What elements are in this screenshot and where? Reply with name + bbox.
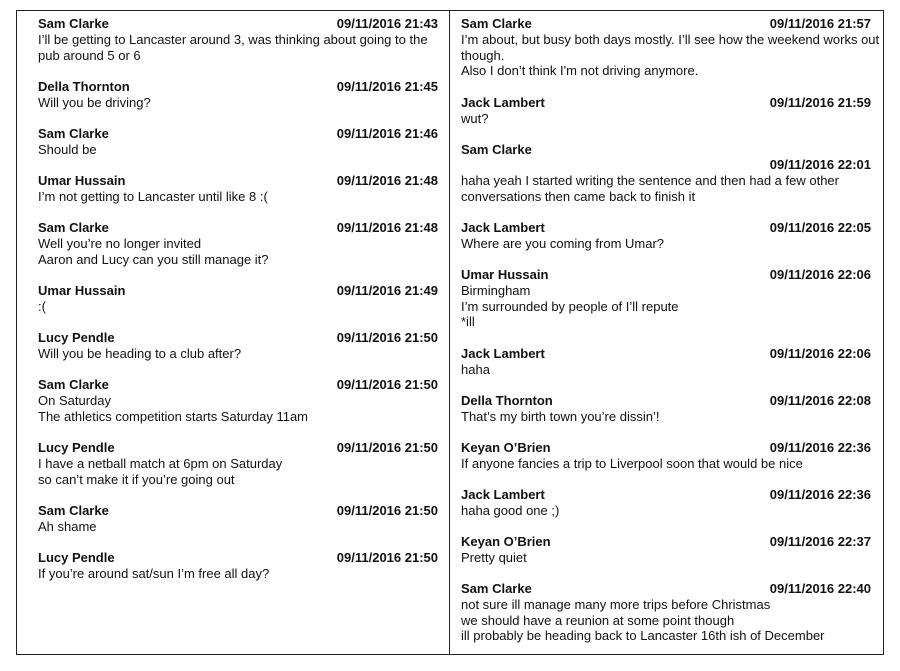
message-text: haha [461,362,490,377]
sender-name: Sam Clarke [461,16,532,31]
message [461,487,871,519]
timestamp: 09/11/2016 22:36 [769,487,871,502]
timestamp: 09/11/2016 22:36 [769,440,871,455]
timestamp: 09/11/2016 22:01 [769,157,871,172]
message [38,440,438,487]
sender-name: Jack Lambert [461,487,545,502]
message-text: ill probably be heading back to Lancaster 16th ish of December [461,628,825,644]
message-text: Also I don’t think I'm not driving anymore. [461,63,699,79]
sender-name: Umar Hussain [38,283,126,298]
message-text: we should have a reunion at some point though [461,612,735,628]
sender-name: Sam Clarke [38,16,109,31]
sender-name: Jack Lambert [461,95,545,110]
message-text: so can’t make it if you’re going out [38,471,235,487]
message [38,550,438,582]
timestamp: 09/11/2016 21:59 [769,95,871,110]
message-text: I’m not getting to Lancaster until like 8 :( [38,189,268,204]
timestamp: 09/11/2016 21:50 [336,377,438,392]
message-text: Should be [38,142,97,157]
timestamp: 09/11/2016 21:45 [336,79,438,94]
message [38,377,438,424]
sender-name: Lucy Pendle [38,330,115,345]
sender-name: Sam Clarke [38,503,109,518]
timestamp: 09/11/2016 21:48 [336,220,438,235]
message [461,346,871,378]
message-text: *ill [461,314,475,330]
timestamp: 09/11/2016 21:48 [336,173,438,188]
timestamp: 09/11/2016 22:40 [769,581,871,596]
timestamp: 09/11/2016 22:06 [769,267,871,282]
message-text: I’m about, but busy both days mostly. I’ll see how the weekend works out though. [461,32,883,63]
message-text: not sure ill manage many more trips before Christmas [461,597,771,612]
message [38,283,438,315]
message [461,393,871,425]
timestamp: 09/11/2016 22:05 [769,220,871,235]
message-text: :( [38,299,46,314]
timestamp: 09/11/2016 21:50 [336,503,438,518]
message-text: Pretty quiet [461,550,527,565]
sender-name: Lucy Pendle [38,550,115,565]
message [38,126,438,158]
timestamp: 09/11/2016 21:57 [769,16,871,31]
sender-name: Sam Clarke [461,581,532,596]
sender-name: Keyan O’Brien [461,440,551,455]
sender-name: Keyan O’Brien [461,534,551,549]
message-text: Will you be heading to a club after? [38,346,242,361]
message [38,330,438,362]
sender-name: Sam Clarke [461,142,532,157]
timestamp: 09/11/2016 21:46 [336,126,438,141]
timestamp: 09/11/2016 21:50 [336,550,438,565]
message [461,534,871,566]
message-text: haha yeah I started writing the sentence and then had a few other conversations then came back to finish it [461,173,843,204]
message-text: Aaron and Lucy can you still manage it? [38,251,269,267]
message [461,16,883,79]
sender-name: Della Thornton [38,79,130,94]
message-text: The athletics competition starts Saturday 11am [38,408,308,424]
message-text: Will you be driving? [38,95,151,110]
message [461,220,871,252]
message-text: If you’re around sat/sun I’m free all day? [38,566,270,581]
message [461,267,871,330]
sender-name: Umar Hussain [38,173,126,188]
message [38,220,438,267]
message-text: haha good one ;) [461,503,560,518]
sender-name: Umar Hussain [461,267,549,282]
sender-name: Sam Clarke [38,220,109,235]
message [38,79,438,111]
sender-name: Jack Lambert [461,220,545,235]
message-text: Well you’re no longer invited [38,236,202,251]
message [461,95,871,127]
message-text: I’m surrounded by people of I’ll repute [461,298,679,314]
sender-name: Lucy Pendle [38,440,115,455]
timestamp: 09/11/2016 22:37 [769,534,871,549]
message-text: Ah shame [38,519,97,534]
message [38,173,438,205]
message [38,16,438,63]
message [461,142,871,204]
message-text: I’ll be getting to Lancaster around 3, was thinking about going to the pub around 5 or 6 [38,32,432,63]
timestamp: 09/11/2016 21:50 [336,330,438,345]
timestamp: 09/11/2016 21:43 [336,16,438,31]
message-text: wut? [461,111,489,126]
sender-name: Jack Lambert [461,346,545,361]
message-text: Where are you coming from Umar? [461,236,665,251]
timestamp: 09/11/2016 22:08 [769,393,871,408]
timestamp: 09/11/2016 21:50 [336,440,438,455]
sender-name: Sam Clarke [38,377,109,392]
timestamp: 09/11/2016 21:49 [336,283,438,298]
message-text: I have a netball match at 6pm on Saturday [38,456,283,471]
message-text: That’s my birth town you’re dissin’! [461,409,660,424]
message-text: On Saturday [38,393,111,408]
message-text: Birmingham [461,283,531,298]
column-divider [449,10,450,655]
message [38,503,438,535]
sender-name: Sam Clarke [38,126,109,141]
timestamp: 09/11/2016 22:06 [769,346,871,361]
sender-name: Della Thornton [461,393,553,408]
message [461,581,871,644]
message-text: If anyone fancies a trip to Liverpool soon that would be nice [461,456,803,471]
message [461,440,871,472]
